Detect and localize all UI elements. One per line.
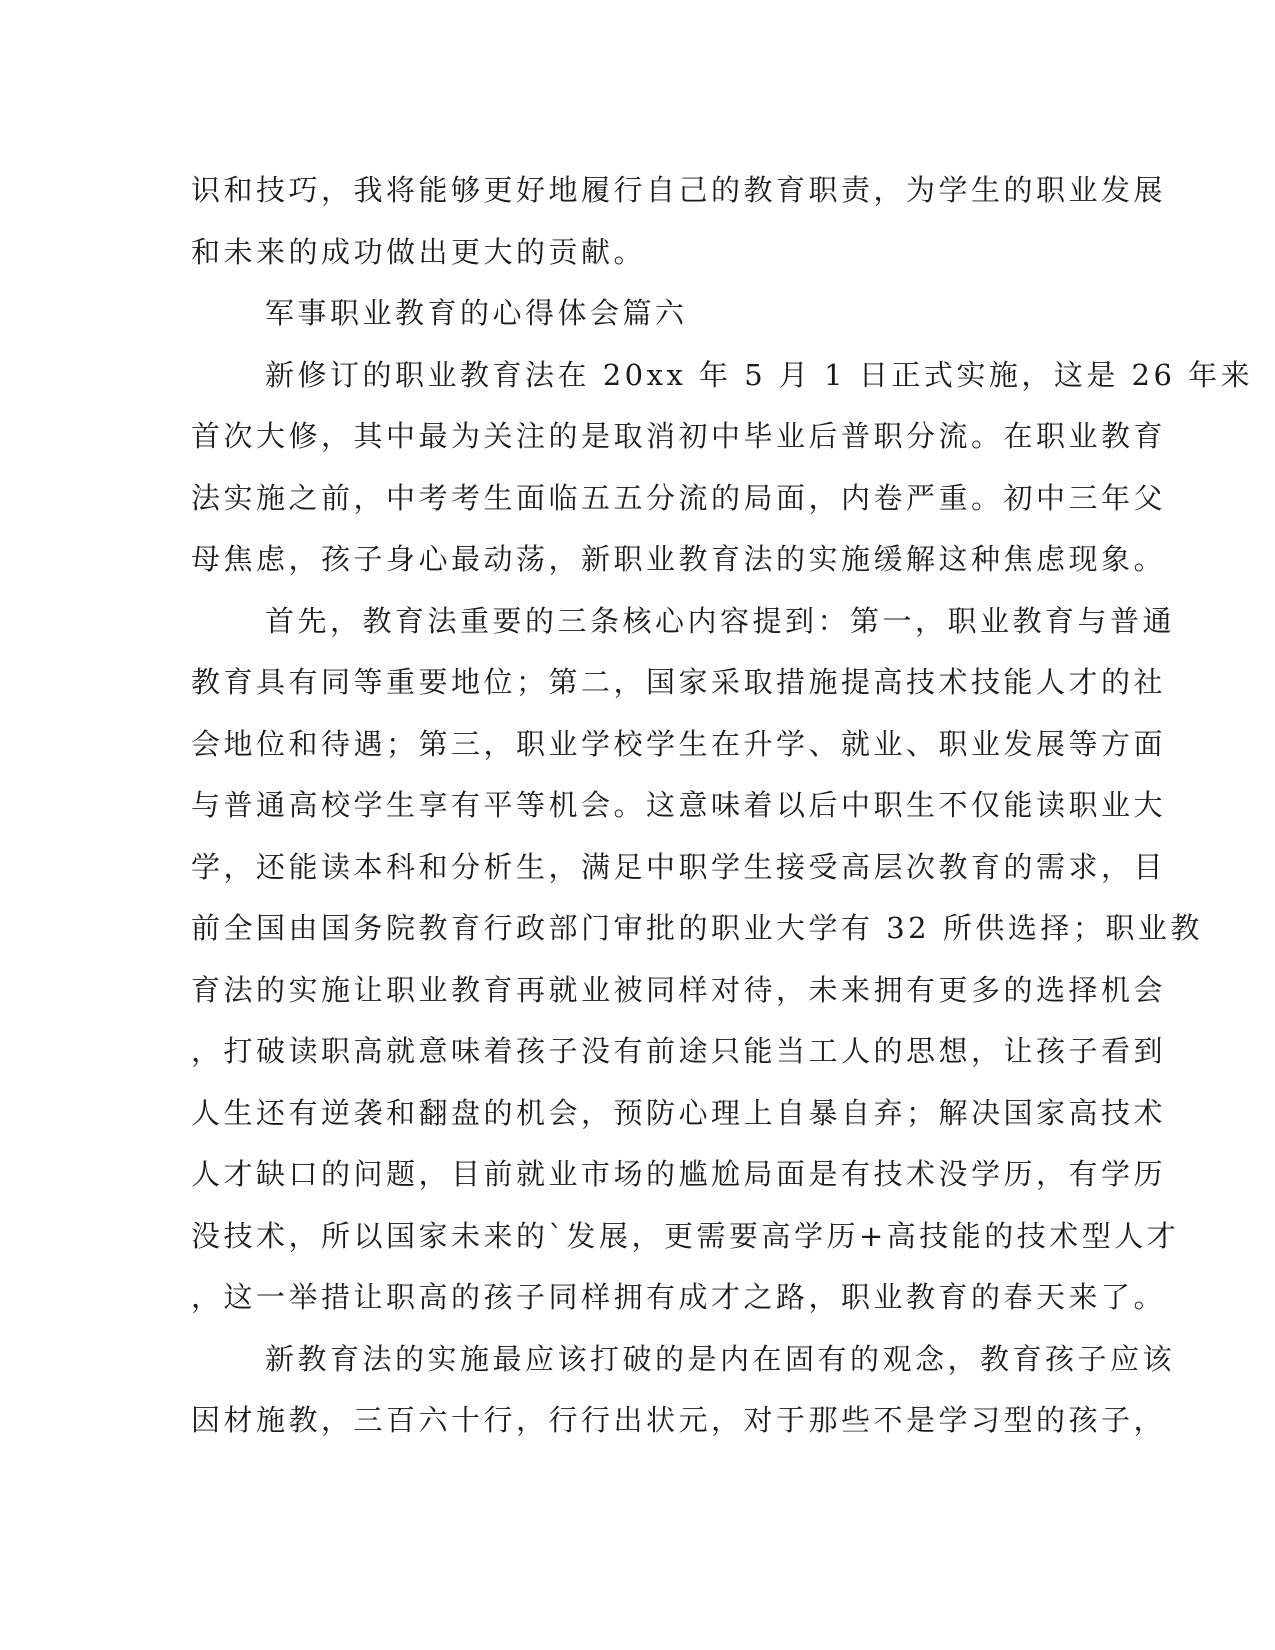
text-line: ，打破读职高就意味着孩子没有前途只能当工人的思想，让孩子看到 (191, 1034, 1167, 1068)
text-line: 教育具有同等重要地位；第二，国家采取措施提高技术技能人才的社 (191, 665, 1167, 699)
text-line: 母焦虑，孩子身心最动荡，新职业教育法的实施缓解这种焦虑现象。 (191, 542, 1167, 576)
text-line: 因材施教，三百六十行，行行出状元，对于那些不是学习型的孩子， (191, 1403, 1167, 1437)
text-line: 法实施之前，中考考生面临五五分流的局面，内卷严重。初中三年父 (191, 480, 1167, 515)
text-line: 前全国由国务院教育行政部门审批的职业大学有 32 所供选择；职业教 (191, 911, 1203, 945)
body-text (191, 160, 1254, 1452)
text-line: 人才缺口的问题，目前就业市场的尴尬局面是有技术没学历，有学历 (191, 1157, 1167, 1191)
text-line: 和未来的成功做出更大的贡献。 (191, 234, 647, 269)
text-line: 学，还能读本科和分析生，满足中职学生接受高层次教育的需求，目 (191, 849, 1167, 884)
text-line: 会地位和待遇；第三，职业学校学生在升学、就业、职业发展等方面 (191, 726, 1167, 761)
text-line: 没技术，所以国家未来的`发展，更需要高学历+高技能的技术型人才 (191, 1218, 1180, 1253)
text-line: 与普通高校学生享有平等机会。这意味着以后中职生不仅能读职业大 (191, 788, 1167, 822)
section-heading: 军事职业教育的心得体会篇六 (265, 296, 688, 330)
text-line: 育法的实施让职业教育再就业被同样对待，未来拥有更多的选择机会 (191, 972, 1167, 1007)
text-line: 新修订的职业教育法在 20xx 年 5 月 1 日正式实施，这是 26 年来 (265, 357, 1254, 392)
text-line: 新教育法的实施最应该打破的是内在固有的观念，教育孩子应该 (265, 1341, 1176, 1376)
text-line: ，这一举措让职高的孩子同样拥有成才之路，职业教育的春天来了。 (191, 1280, 1167, 1314)
text-line: 人生还有逆袭和翻盘的机会，预防心理上自暴自弃；解决国家高技术 (191, 1095, 1167, 1130)
text-line: 识和技巧，我将能够更好地履行自己的教育职责，为学生的职业发展 (191, 173, 1167, 207)
text-line: 首先，教育法重要的三条核心内容提到：第一，职业教育与普通 (265, 603, 1176, 638)
text-line: 首次大修，其中最为关注的是取消初中毕业后普职分流。在职业教育 (191, 419, 1167, 453)
